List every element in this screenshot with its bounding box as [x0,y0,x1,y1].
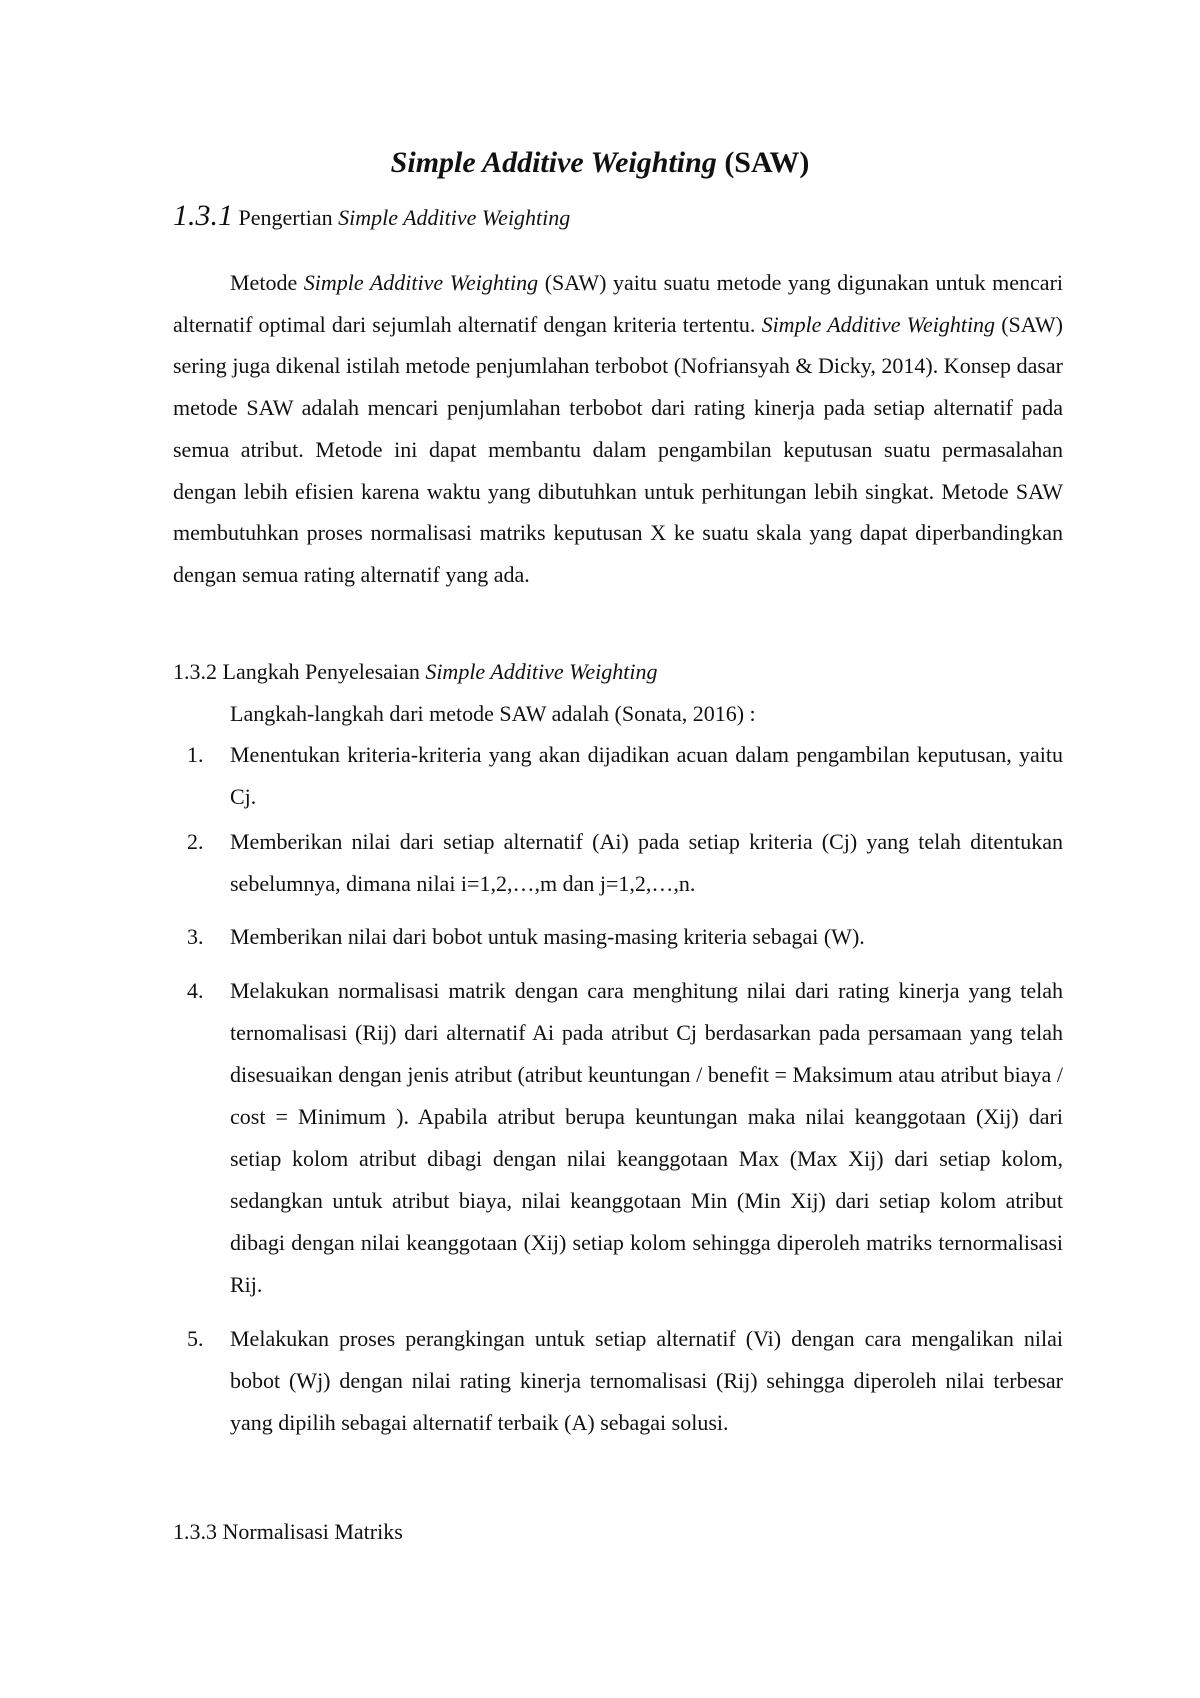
list-item-text: Melakukan proses perangkingan untuk setiap alternatif (Vi) dengan cara mengalikan nilai bobot (Wj) dengan nilai rating kinerja ternomalisasi (Rij) sehingga diperoleh nilai terbesar yang dipilih sebagai alternatif terbaik (A) sebagai solusi. [230,1326,1063,1435]
paragraph-definition [173,262,1063,596]
paragraph-text-3: (SAW) sering juga dikenal istilah metode penjumlahan terbobot (Nofriansyah & Dicky, 2014). Konsep dasar metode SAW adalah mencari penjumlahan terbobot dari rating kinerja pada setiap alternatif pada semua atribut. Metode ini dapat membantu dalam pengambilan keputusan suatu permasalahan dengan lebih efisien karena waktu yang dibutuhkan untuk perhitungan lebih singkat. Metode SAW membutuhkan proses normalisasi matriks keputusan X ke suatu skala yang dapat diperbandingkan dengan semua rating alternatif yang ada. [173,311,1063,587]
paragraph-italic-1: Simple Additive Weighting [303,270,539,295]
list-item-number: 1. [187,742,204,767]
section-italic: Simple Additive Weighting [425,659,658,684]
list-item-number: 3. [187,924,204,949]
steps-intro: Langkah-langkah dari metode SAW adalah (Sonata, 2016) : [230,701,756,726]
list-item-number: 4. [187,978,204,1003]
section-number: 1.3.1 [173,199,233,232]
section-text: Normalisasi Matriks [217,1519,403,1544]
section-heading-1-3-3 [173,1517,1073,1547]
paragraph-italic-2: Simple Additive Weighting [761,311,996,337]
document-title [0,143,1200,183]
list-item-text: Menentukan kriteria-kriteria yang akan dijadikan acuan dalam pengambilan keputusan, yaitu Cj. [230,742,1063,809]
list-item-text: Memberikan nilai dari setiap alternatif (Ai) pada setiap kriteria (Cj) yang telah ditentukan sebelumnya, dimana nilai i=1,2,…,m dan j=1,2,…,n. [230,829,1063,896]
section-text: Pengertian [233,205,339,230]
section-number: 1.3.3 [173,1519,217,1544]
section-number: 1.3.2 [173,659,217,684]
list-item-number: 5. [187,1326,204,1351]
paragraph-text-1: Metode [230,270,304,295]
title-suffix: (SAW) [716,146,810,179]
section-heading-1-3-2 [173,657,1073,687]
title-italic: Simple Additive Weighting [390,146,717,179]
section-italic: Simple Additive Weighting [338,205,571,230]
section-text: Langkah Penyelesaian [217,659,426,684]
list-item-text: Memberikan nilai dari bobot untuk masing-masing kriteria sebagai (W). [230,924,865,949]
paragraph-text-2: (SAW) yaitu suatu metode yang digunakan untuk mencari alternatif optimal dari sejumlah alternatif dengan kriteria tertentu. [173,270,1064,337]
list-item-number: 2. [187,829,204,854]
list-item-text: Melakukan normalisasi matrik dengan cara menghitung nilai dari rating kinerja yang telah ternomalisasi (Rij) dari alternatif Ai pada atribut Cj berdasarkan pada persamaan yang telah disesuaikan dengan jenis atribut (atribut keuntungan / benefit = Maksimum atau atribut biaya / cost = Minimum ). Apabila atribut berupa keuntungan maka nilai keanggotaan (Xij) dari setiap kolom atribut dibagi dengan nilai keanggotaan Max (Max Xij) dari setiap kolom, sedangkan untuk atribut biaya, nilai keanggotaan Min (Min Xij) dari setiap kolom atribut dibagi dengan nilai keanggotaan (Xij) setiap kolom sehingga diperoleh matriks ternormalisasi Rij. [230,978,1063,1297]
section-heading-1-3-1 [173,201,1073,233]
